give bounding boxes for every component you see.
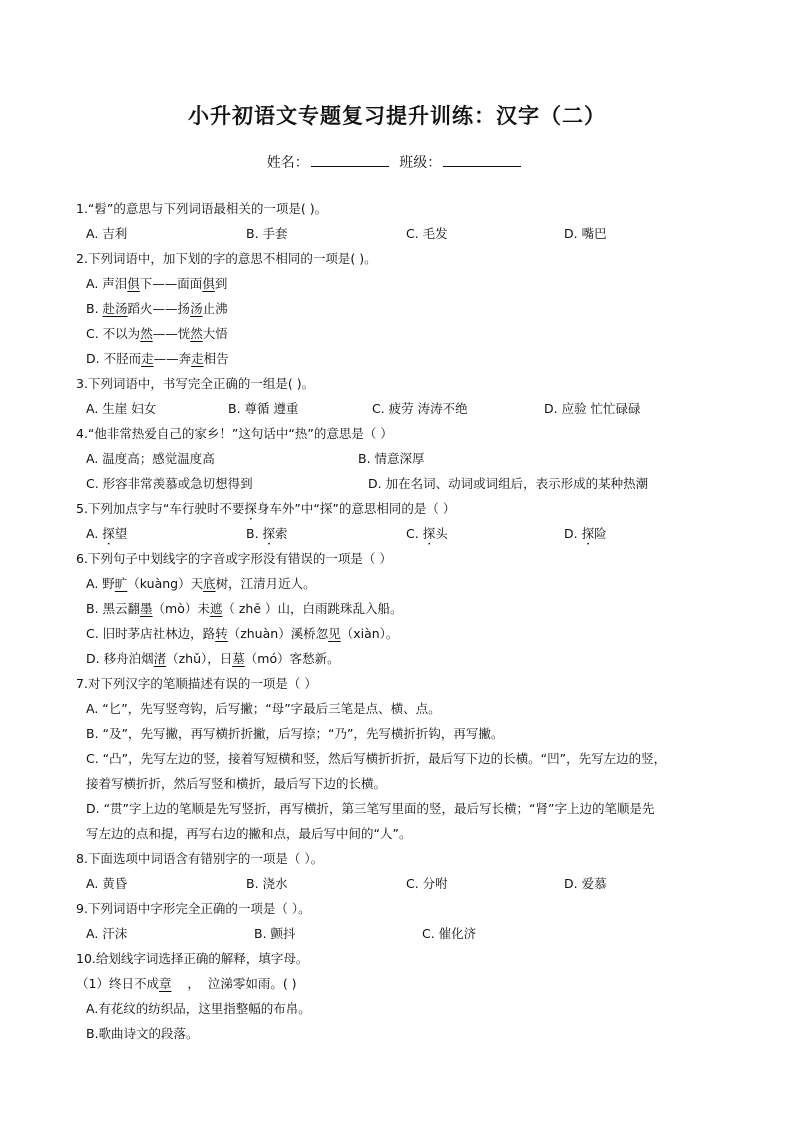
text: D. 不胫而 — [86, 351, 142, 366]
class-blank[interactable] — [443, 154, 521, 167]
q7-stem: 7.对下列汉字的笔顺描述有误的一项是（ ） — [76, 676, 317, 691]
q5-option-d — [564, 521, 607, 546]
text: 树，江清月近人。 — [215, 576, 316, 591]
q4-stem: 4.“他非常热爱自己的家乡！”这句话中“热”的意思是（ ） — [76, 426, 393, 441]
q3-option-c: C. 疲劳 涛涛不绝 — [372, 401, 468, 416]
q7-option-a: A. “匕”，先写竖弯钩，后写撇；“母”字最后三笔是点、横、点。 — [86, 701, 441, 716]
underlined-char: 转 — [215, 626, 228, 641]
underlined-char: 俱 — [127, 276, 140, 291]
q5-option-b — [246, 521, 406, 546]
q9-stem: 9.下列词语中字形完全正确的一项是（ ）。 — [76, 901, 311, 916]
q4-option-b: B. 情意深厚 — [358, 451, 425, 466]
q6-stem: 6.下列句子中划线字的字音或字形没有错误的一项是（ ） — [76, 551, 392, 566]
q8-option-a: A. 黄昏 — [86, 876, 128, 891]
q4-option-c: C. 形容非常羡慕或急切想得到 — [86, 476, 253, 491]
q3-stem: 3.下列词语中，书写完全正确的一组是( )。 — [76, 376, 315, 391]
q10-stem: 10.给划线字词选择正确的解释，填字母。 — [76, 951, 309, 966]
q1-option-c: C. 毛发 — [406, 226, 448, 241]
q3-option-b: B. 尊循 遵重 — [228, 401, 299, 416]
underlined-char: 底 — [203, 576, 216, 591]
q4-option-a: A. 温度高；感觉温度高 — [86, 451, 215, 466]
underlined-char: 旷 — [114, 576, 128, 591]
text: 大悟 — [202, 326, 228, 341]
q6-option-b — [76, 596, 726, 621]
underlined-char: 见 — [328, 626, 341, 641]
q7-option-d-line1: D. “贯”字上边的笔顺是先写竖折，再写横折，第三笔写里面的竖，最后写长横；“肾”字上边的笔顺是先 — [86, 801, 655, 816]
text: 索 — [275, 526, 288, 541]
q10-option-b: B.歌曲诗文的段落。 — [86, 1026, 199, 1041]
q10-option-a: A.有花纹的纺织品，这里指整幅的布帛。 — [86, 1001, 311, 1016]
dotted-char: 探 — [581, 526, 595, 541]
dotted-char: 探 — [102, 526, 115, 541]
q9-option-b: B. 颤抖 — [254, 926, 296, 941]
text: 到 — [214, 276, 228, 291]
q2-option-b — [76, 296, 726, 321]
q2-option-c — [76, 321, 726, 346]
dotted-char: 探 — [262, 526, 276, 541]
text: 下——面面 — [139, 276, 203, 291]
text: （zhuàn）溪桥忽 — [227, 626, 329, 641]
q7-option-c-line2: 接着写横折折，然后写竖和横折，最后写下边的长横。 — [86, 776, 387, 791]
q5-option-a — [86, 521, 246, 546]
underlined-char: 渚 — [153, 651, 167, 666]
underlined-char: 俱 — [202, 276, 215, 291]
text: （zhǔ），日 — [166, 651, 233, 666]
q7-option-c-line1: C. “凸”，先写左边的竖，接着写短横和竖，然后写横折折折，最后写下边的长横。“凹”，先写左边的竖， — [86, 751, 667, 766]
q7-option-b: B. “及”，先写撇，再写横折折撇，后写捺；“乃”，先写横折折钩，再写撇。 — [86, 726, 504, 741]
underlined-char: 遮 — [209, 601, 223, 616]
text: B. — [86, 301, 103, 316]
text: 相告 — [203, 351, 229, 366]
q1-options — [76, 221, 726, 246]
text: 险 — [594, 526, 607, 541]
q3-option-d: D. 应验 忙忙碌碌 — [544, 401, 641, 416]
text: D. 移舟泊烟 — [86, 651, 154, 666]
text: D. — [564, 526, 582, 541]
q1-option-b: B. 手套 — [246, 226, 288, 241]
text: ——恍 — [152, 326, 191, 341]
text: A. 野 — [86, 576, 115, 591]
name-blank[interactable] — [311, 154, 389, 167]
underlined-char: 走 — [191, 351, 204, 366]
q9-option-a: A. 汗沫 — [86, 926, 128, 941]
name-label: 姓名： — [266, 155, 309, 171]
text: 蹈火——扬 — [127, 301, 191, 316]
text: C. 旧时茅店社林边，路 — [86, 626, 216, 641]
q8-option-d: D. 爱慕 — [564, 876, 607, 891]
underlined-char: 墓 — [232, 651, 245, 666]
text: A. — [86, 526, 103, 541]
q6-option-d — [76, 646, 726, 671]
q5-option-c — [406, 521, 564, 546]
text: ——奔 — [153, 351, 192, 366]
q2-option-a — [76, 271, 726, 296]
text: 5.下列加点字与“车行驶时不要 — [76, 501, 245, 516]
q10-sub1 — [76, 971, 726, 996]
text: 头 — [435, 526, 448, 541]
q2-option-d — [76, 346, 726, 371]
text: ， 泣涕零如雨。( ) — [171, 976, 297, 991]
text: 望 — [114, 526, 128, 541]
text: 止沸 — [202, 301, 228, 316]
underlined-char: 赴汤 — [102, 301, 128, 316]
q1-stem: 1.“髫”的意思与下列词语最相关的一项是( )。 — [76, 201, 328, 216]
text: C. 不以为 — [86, 326, 141, 341]
q8-stem: 8.下面选项中词语含有错别字的一项是（ ）。 — [76, 851, 324, 866]
q9-option-c: C. 催化济 — [422, 926, 477, 941]
dotted-char: 探 — [244, 501, 257, 516]
q6-option-a — [76, 571, 726, 596]
class-label: 班级： — [399, 155, 442, 171]
underlined-char: 汤 — [190, 301, 203, 316]
q5-options — [76, 521, 726, 546]
q3-option-a: A. 生崖 妇女 — [86, 401, 157, 416]
q1-option-a: A. 吉利 — [86, 226, 128, 241]
text: （xiàn）。 — [340, 626, 399, 641]
text: C. — [406, 526, 423, 541]
q7-option-d-line2: 写左边的点和提，再写右边的撇和点，最后写中间的“人”。 — [86, 826, 412, 841]
q4-option-d: D. 加在名词、动词或词组后，表示形成的某种热潮 — [368, 476, 649, 491]
q5-stem — [76, 496, 726, 521]
underlined-char: 然 — [190, 326, 203, 341]
student-info — [0, 152, 794, 172]
q8-option-b: B. 浇水 — [246, 876, 288, 891]
text: （kuàng）天 — [127, 576, 204, 591]
q4-options-row1 — [76, 446, 726, 471]
text: （mó）客愁新。 — [244, 651, 340, 666]
q8-option-c: C. 分咐 — [406, 876, 448, 891]
text: B. 黑云翻 — [86, 601, 141, 616]
text: B. — [246, 526, 263, 541]
text: （ zhē ）山，白雨跳珠乱入船。 — [222, 601, 403, 616]
underlined-char: 章 — [158, 976, 172, 991]
underlined-char: 墨 — [140, 601, 153, 616]
q9-options — [76, 921, 726, 946]
text: （1）终日不成 — [76, 976, 159, 991]
page-title: 小升初语文专题复习提升训练：汉字（二） — [188, 103, 606, 128]
question-list — [76, 196, 726, 1046]
text: A. 声泪 — [86, 276, 128, 291]
q8-options — [76, 871, 726, 896]
text: （mò）未 — [152, 601, 210, 616]
q6-option-c — [76, 621, 726, 646]
q1-option-d: D. 嘴巴 — [564, 226, 607, 241]
q2-stem: 2.下列词语中，加下划的字的意思不相同的一项是( )。 — [76, 251, 377, 266]
text: 身车外”中“探”的意思相同的是（ ） — [256, 501, 456, 516]
underlined-char: 走 — [141, 351, 154, 366]
dotted-char: 探 — [422, 526, 436, 541]
q3-options — [76, 396, 726, 421]
underlined-char: 然 — [140, 326, 153, 341]
q4-options-row2 — [76, 471, 726, 496]
